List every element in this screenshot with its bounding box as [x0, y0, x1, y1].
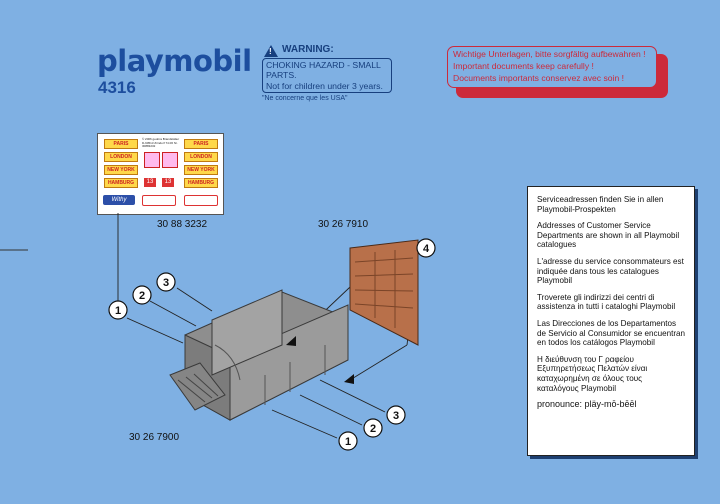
service-pronounce: pronounce: pläy-mō-bēēl: [537, 399, 637, 410]
playmobil-logo: playmobil: [97, 44, 252, 78]
documents-note-fr: Documents importants conservez avec soin !: [453, 73, 624, 83]
part-number-wall: 30 26 7910: [318, 219, 369, 230]
service-text-en: Addresses of Customer Service Departments are shown in all Playmobil catalogues: [537, 221, 680, 250]
sticker-brand-label: Withy: [103, 195, 135, 205]
documents-note-de: Wichtige Unterlagen, bitte sorgfältig aufbewahren !: [453, 49, 646, 59]
service-address-box: [527, 186, 695, 456]
sticker-label: LONDON: [104, 152, 138, 162]
product-number: 4316: [98, 78, 136, 97]
sticker-label: PARIS: [104, 139, 138, 149]
callout-number: 1: [114, 305, 122, 317]
warning-line-1: CHOKING HAZARD - SMALL PARTS.: [266, 59, 381, 80]
callout-number: 2: [369, 423, 377, 435]
service-text-it: Troverete gli indirizzi dei centri di assistenza in tutti i cataloghi Playmobil: [537, 292, 676, 312]
sticker-label: PARIS: [184, 139, 218, 149]
sticker-label: NEW YORK: [184, 165, 218, 175]
crate: [170, 290, 348, 420]
sticker-number: 13: [162, 178, 174, 187]
service-text-fr: L'adresse du service consommateurs est indiquée dans tous les catalogues Playmobil: [537, 256, 684, 286]
callout-number: 2: [138, 290, 146, 302]
sticker-label: HAMBURG: [184, 178, 218, 188]
service-text-de: Serviceadressen finden Sie in allen Playmobil-Prospekten: [537, 195, 664, 214]
warning-line-2: Not for children under 3 years.: [266, 80, 383, 91]
part-number-crate: 30 26 7900: [129, 432, 180, 443]
sticker-fine-print: © 2006 geobra Brandstätter D-90513 Zirndorf 74.06 Nr. 30883232: [142, 137, 180, 148]
sticker-label: HAMBURG: [104, 178, 138, 188]
wooden-wall-panel: [350, 240, 418, 345]
callout-number: 1: [344, 436, 352, 448]
warning-note: "Ne concerne que les USA": [262, 95, 348, 102]
sticker-number: 13: [144, 178, 156, 187]
arrow-icon: [344, 374, 354, 384]
service-text-es: Las Direcciones de los Departamentos de Servicio al Consumidor se encuentran en todos los catálogos Playmobil: [537, 318, 686, 348]
part-number-sticker: 30 88 3232: [157, 219, 208, 230]
service-text-el: Η διεύθυνση του Γ ραφείου Εξυπηρετήσεως Πελατών είναι καταχωρημένη σε όλους τους καταλόγους Playmobil: [537, 354, 648, 393]
warning-title: WARNING:: [282, 44, 334, 55]
callout-number: 3: [392, 410, 400, 422]
sticker-label: LONDON: [184, 152, 218, 162]
warning-triangle-icon: !: [264, 45, 278, 57]
callout-number: 4: [422, 243, 430, 255]
callout-number: 3: [162, 277, 170, 289]
documents-note-en: Important documents keep carefully !: [453, 61, 594, 71]
sticker-label: NEW YORK: [104, 165, 138, 175]
